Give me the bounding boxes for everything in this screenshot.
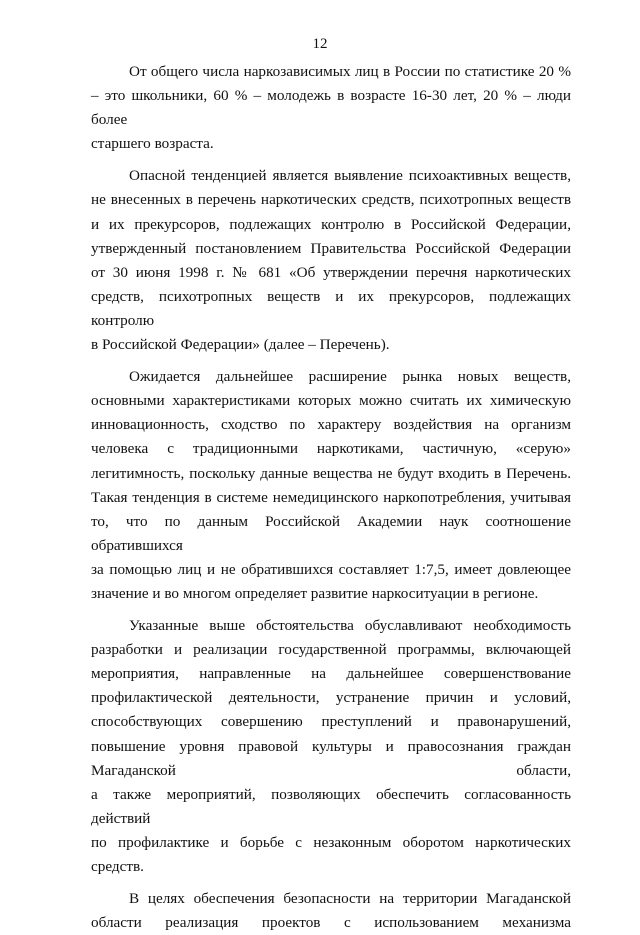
paragraph-statistics [91, 60, 571, 156]
text-line: не внесенных в перечень наркотических средств, психотропных веществ [91, 191, 571, 209]
paragraph-security [91, 887, 571, 935]
text-line: Такая тенденция в системе немедицинского наркопотребления, учитывая [91, 488, 571, 506]
text-line: разработки и реализации государственной программы, включающей [91, 641, 571, 659]
text-line: за помощью лиц и не обратившихся составляет 1:7,5, имеет довлеющее [91, 560, 571, 578]
text-line: – это школьники, 60 % – молодежь в возрасте 16-30 лет, 20 % – люди более [91, 87, 571, 129]
text-line: в Российской Федерации» (далее – Перечень). [91, 336, 390, 354]
text-line: мероприятия, направленные на дальнейшее совершенствование [91, 665, 571, 683]
paragraph-dangerous-trend [91, 164, 571, 357]
text-line: Указанные выше обстоятельства обуславливают необходимость [129, 617, 571, 635]
text-line: средств, психотропных веществ и их прекурсоров, подлежащих контролю [91, 287, 571, 329]
text-line: Опасной тенденцией является выявление психоактивных веществ, [129, 167, 571, 185]
text-line: легитимность, поскольку данные вещества не будут входить в Перечень. [91, 464, 571, 482]
text-line: по профилактике и борьбе с незаконным оборотом наркотических средств. [91, 833, 571, 875]
text-line: способствующих совершению преступлений и правонарушений, [91, 713, 571, 731]
page-number: 12 [312, 36, 328, 52]
text-line: и их прекурсоров, подлежащих контролю в Российской Федерации, [91, 215, 571, 233]
text-line: а также мероприятий, позволяющих обеспечить согласованность действий [91, 785, 571, 827]
text-line: основными характеристиками которых можно считать их химическую [91, 392, 571, 410]
text-line: повышение уровня правовой культуры и правосознания граждан [91, 737, 571, 755]
document-body [91, 60, 571, 935]
text-line: то, что по данным Российской Академии наук соотношение обратившихся [91, 512, 571, 554]
text-line: От общего числа наркозависимых лиц в России по статистике 20 % [129, 63, 571, 80]
text-line: утвержденный постановлением Правительства Российской Федерации [91, 239, 571, 257]
paragraph-market-expansion [91, 365, 571, 606]
text-line: значение и во многом определяет развитие наркоситуации в регионе. [91, 584, 539, 602]
text-line: старшего возраста. [91, 135, 214, 153]
text-line: Ожидается дальнейшее расширение рынка новых веществ, [129, 368, 571, 386]
text-line: В целях обеспечения безопасности на территории Магаданской [129, 890, 571, 908]
text-line: инновационность, сходство по характеру воздействия на организм [91, 416, 571, 434]
text-line: от 30 июня 1998 г. № 681 «Об утверждении перечня наркотических [91, 263, 571, 281]
paragraph-program-need [91, 614, 571, 879]
text-line: профилактической деятельности, устранение причин и условий, [91, 689, 571, 707]
text-line: Магаданской области, [91, 761, 571, 779]
text-line: человека с традиционными наркотиками, частичную, «серую» [91, 440, 571, 458]
text-line: области реализация проектов с использованием механизма [91, 914, 571, 932]
